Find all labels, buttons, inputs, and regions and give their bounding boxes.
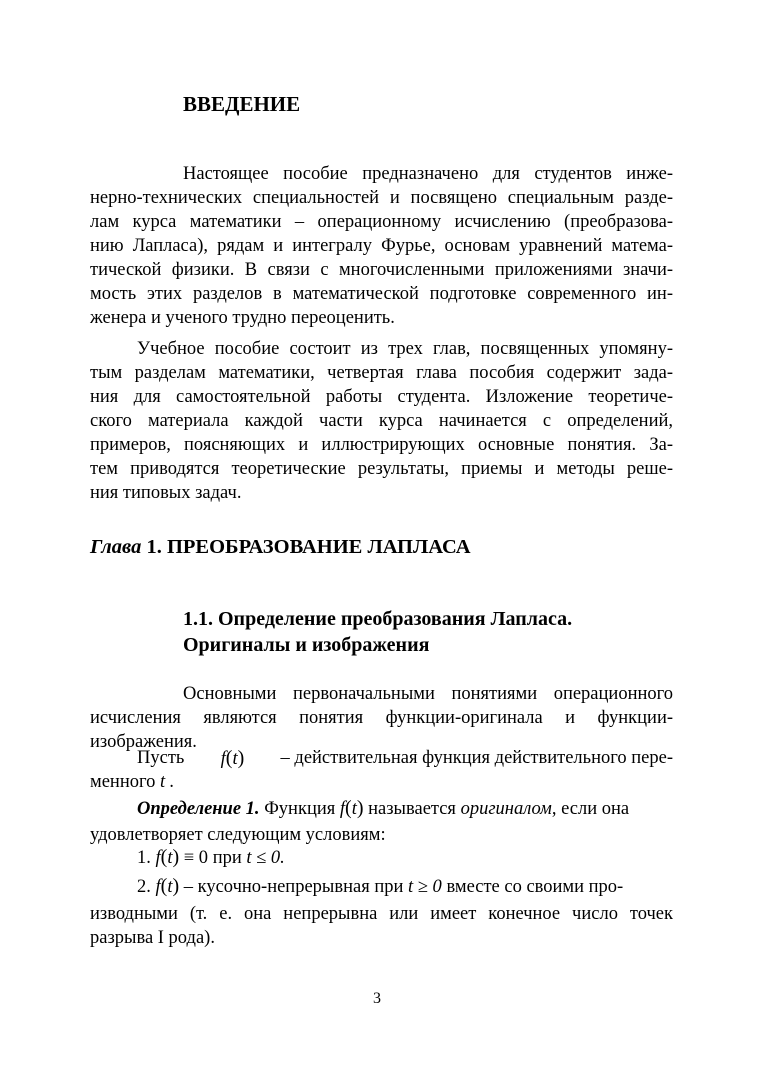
condition-1: 1. f(t) ≡ 0 при t ≤ 0. — [137, 846, 285, 868]
text-line: Учебное пособие состоит из трех глав, посвященных упомяну- — [137, 339, 673, 359]
text-line: удовлетворяет следующим условиям: — [90, 825, 386, 845]
page-number: 3 — [373, 990, 381, 1007]
text-line: мость этих разделов в математической подготовке современного ин- — [90, 284, 673, 304]
text-fragment: – действительная функция действительного пере- — [280, 748, 673, 768]
formula-f-of-t: f(t) — [339, 797, 364, 819]
text-line: лам курса математики – операционному исчислению (преобразова- — [90, 212, 673, 232]
text-line: тической физики. В связи с многочисленными приложениями значи- — [90, 260, 673, 280]
text-line — [137, 745, 673, 772]
text-line: изводными (т. е. она непрерывна или имеет конечное число точек — [90, 904, 673, 924]
text-line: тем приводятся теоретические результаты, приемы и методы реше- — [90, 459, 673, 479]
text-line: исчисления являются понятия функции-оригинала и функции- — [90, 708, 673, 728]
text-line: ния для самостоятельной работы студента. Изложение теоретиче- — [90, 387, 673, 407]
chapter-heading — [90, 536, 471, 559]
text-line: изображения. — [90, 732, 197, 752]
formula-f-of-t: f(t) — [220, 747, 245, 769]
text-line: примеров, поясняющих и иллюстрирующих основные понятия. За- — [90, 435, 673, 455]
text-line: тым разделам математики, четвертая глава пособия содержит зада- — [90, 363, 673, 383]
text-line: Настоящее пособие предназначено для студентов инже- — [183, 164, 673, 184]
text-line: Основными первоначальными понятиями операционного — [183, 684, 673, 704]
text-line: нерно-технических специальностей и посвящено специальным разде- — [90, 188, 673, 208]
condition-2: 2. f(t) – кусочно-непрерывная при t ≥ 0 вместе со своими про- — [137, 875, 624, 897]
chapter-label: Глава — [90, 536, 142, 558]
formula-f-of-t: f(t) — [155, 875, 180, 897]
text-line: нию Лапласа), рядам и интегралу Фурье, основам уравнений матема- — [90, 236, 673, 256]
definition-label: Определение 1. — [137, 799, 260, 819]
chapter-title: 1. ПРЕОБРАЗОВАНИЕ ЛАПЛАСА — [141, 536, 471, 558]
text-line: ния типовых задач. — [90, 483, 242, 503]
text-line: женера и ученого трудно переоценить. — [90, 308, 395, 328]
intro-heading: ВВЕДЕНИЕ — [183, 92, 301, 116]
section-title-line-2: Оригиналы и изображения — [183, 634, 430, 656]
text-line: менного t . — [90, 772, 175, 792]
definition-line: Определение 1. Функция f(t) называется оригиналом, если она — [137, 797, 630, 819]
formula-f-of-t: f(t) — [155, 846, 180, 868]
text-line: разрыва I рода). — [90, 928, 215, 948]
section-title-line-1: 1.1. Определение преобразования Лапласа. — [183, 608, 573, 630]
defined-term: оригиналом — [460, 799, 552, 819]
text-line: ского материала каждой части курса начинается с определений, — [90, 411, 673, 431]
text-fragment: Пусть — [137, 748, 185, 768]
